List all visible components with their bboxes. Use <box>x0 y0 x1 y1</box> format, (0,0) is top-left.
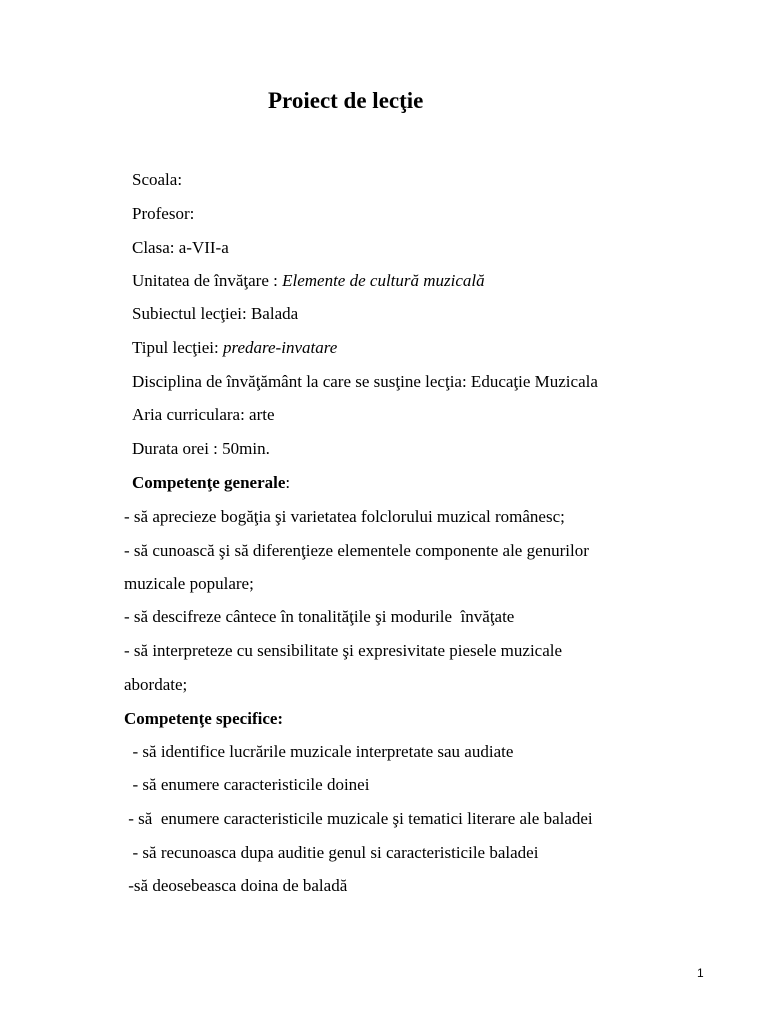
document-title: Proiect de lecţie <box>268 88 424 113</box>
disciplina-field: Disciplina de învăţământ la care se susţine lecţia: Educaţie Muzicala <box>132 372 598 391</box>
unitatea-value: Elemente de cultură muzicală <box>282 271 485 290</box>
tipul-field <box>132 338 337 358</box>
list-item: - să recunoasca dupa auditie genul si caracteristicile baladei <box>124 843 539 862</box>
competente-generale-heading <box>132 473 290 493</box>
list-item: - să enumere caracteristicile doinei <box>124 775 370 794</box>
unitatea-separator: : <box>268 271 283 290</box>
competente-generale-suffix: : <box>285 473 291 492</box>
competente-generale-label: Competenţe generale <box>132 473 286 492</box>
list-item: - să aprecieze bogăţia şi varietatea folclorului muzical românesc; <box>124 507 565 526</box>
unitatea-field <box>132 271 485 291</box>
list-item: abordate; <box>124 675 188 694</box>
tipul-label: Tipul lecţiei: <box>132 338 219 357</box>
list-item: - să interpreteze cu sensibilitate şi expresivitate piesele muzicale <box>124 641 563 660</box>
list-item: muzicale populare; <box>124 574 254 593</box>
subiectul-field: Subiectul lecţiei: Balada <box>132 304 299 323</box>
aria-field: Aria curriculara: arte <box>132 405 275 424</box>
competente-specifice-heading: Competenţe specifice: <box>124 709 284 728</box>
list-item: - să cunoască şi să diferenţieze elementele componente ale genurilor <box>124 541 589 560</box>
durata-field: Durata orei : 50min. <box>132 439 270 458</box>
list-item: - să descifreze cântece în tonalităţile şi modurile învăţate <box>124 607 515 626</box>
page-number: 1 <box>697 966 704 980</box>
list-item: -să deosebeasca doina de baladă <box>124 876 348 895</box>
tipul-value: predare-invatare <box>218 338 338 357</box>
clasa-field: Clasa: a-VII-a <box>132 238 229 257</box>
profesor-field: Profesor: <box>132 204 195 223</box>
unitatea-label: Unitatea de învăţare <box>132 271 269 290</box>
list-item: - să identifice lucrările muzicale interpretate sau audiate <box>124 742 514 761</box>
scoala-field: Scoala: <box>132 170 183 189</box>
list-item: - să enumere caracteristicile muzicale şi tematici literare ale baladei <box>124 809 593 828</box>
